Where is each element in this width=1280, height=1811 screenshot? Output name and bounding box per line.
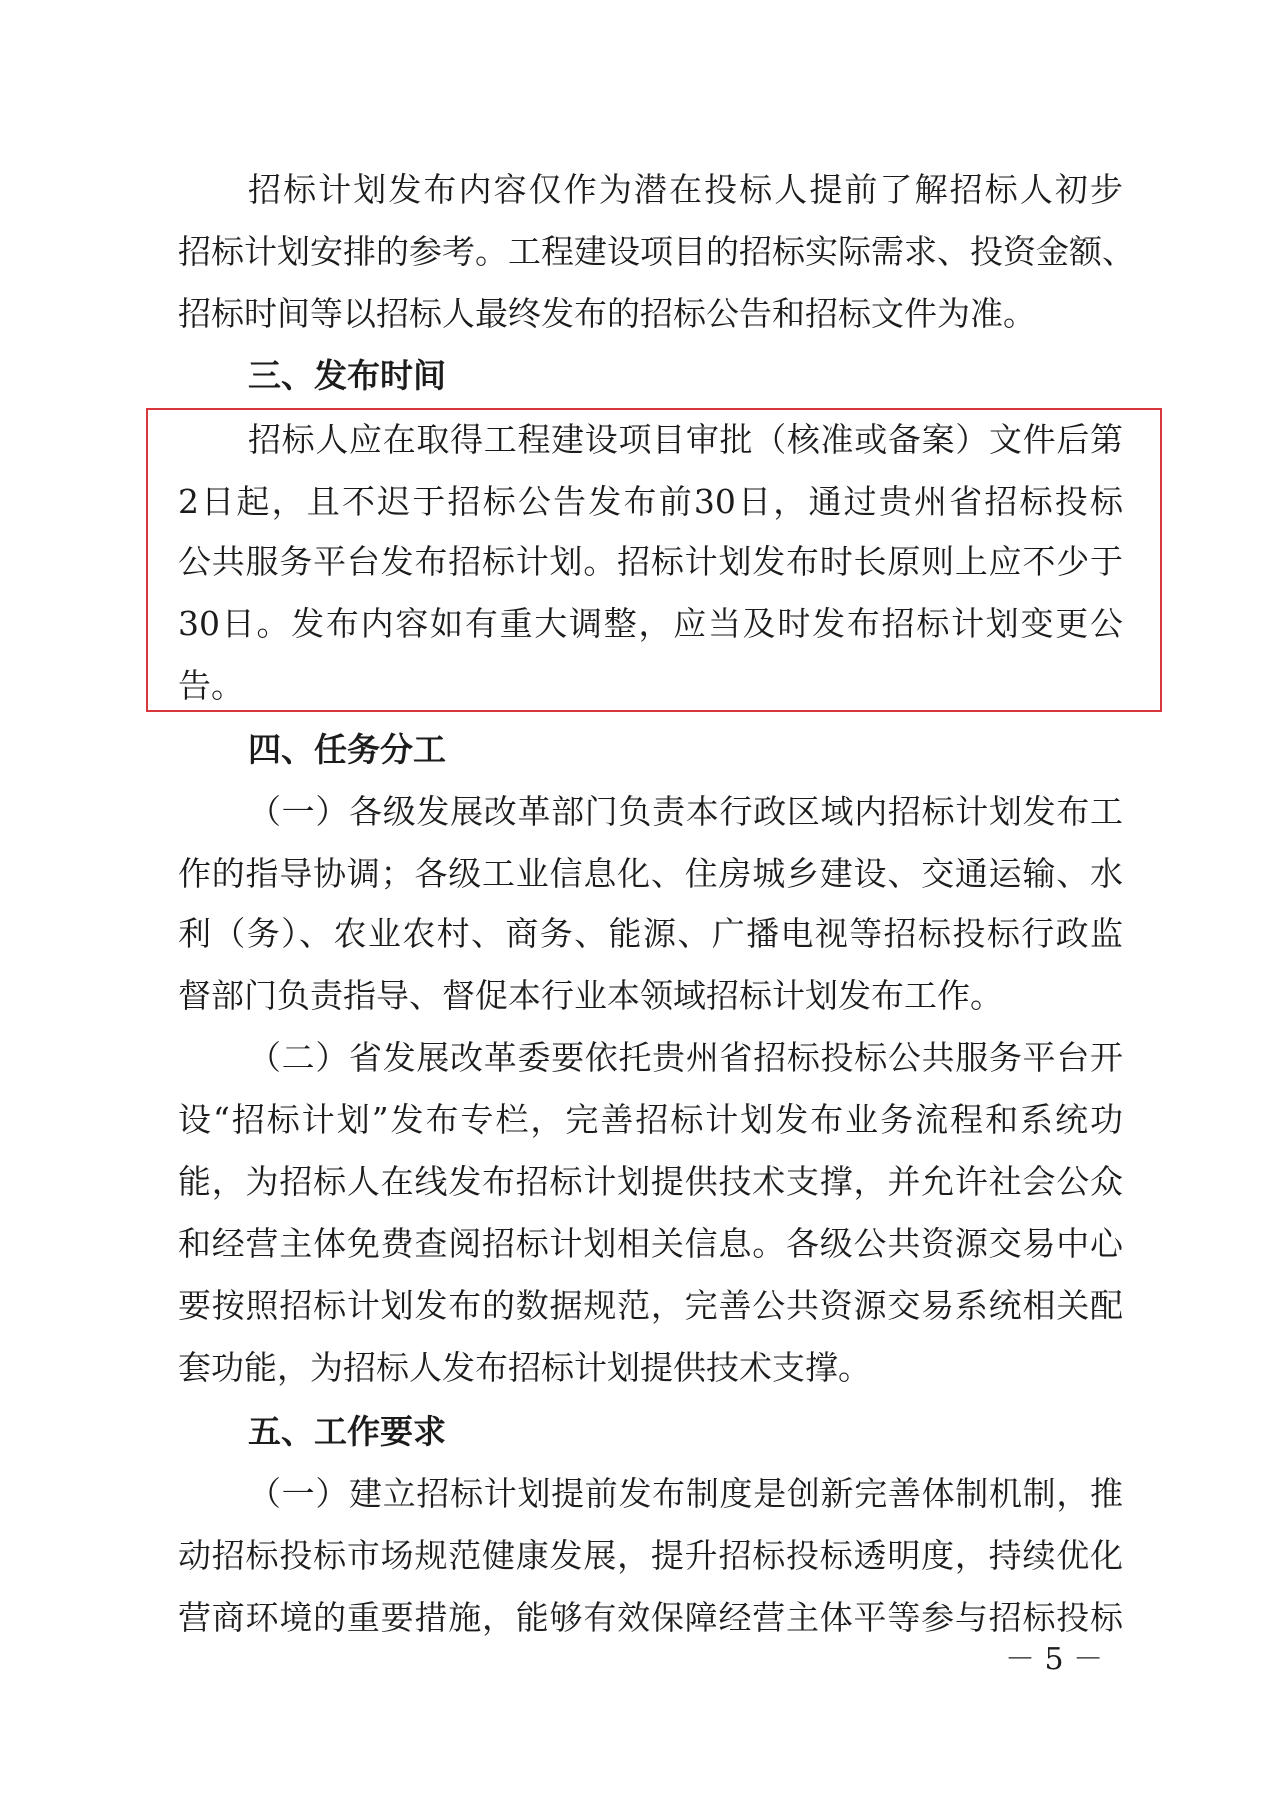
paragraph-line: 2日起，且不迟于招标公告发布前30日，通过贵州省招标投标 — [178, 482, 1123, 521]
paragraph-line: （一）各级发展改革部门负责本行政区域内招标计划发布工 — [248, 792, 1123, 831]
paragraph-line: 招标计划安排的参考。工程建设项目的招标实际需求、投资金额、 — [178, 232, 1135, 271]
paragraph-line: 要按照招标计划发布的数据规范，完善公共资源交易系统相关配 — [178, 1286, 1123, 1325]
paragraph-line: 公共服务平台发布招标计划。招标计划发布时长原则上应不少于 — [178, 542, 1123, 581]
paragraph-line: 招标时间等以招标人最终发布的招标公告和招标文件为准。 — [178, 294, 1036, 333]
paragraph-line: 和经营主体免费查阅招标计划相关信息。各级公共资源交易中心 — [178, 1224, 1123, 1263]
paragraph-line: 作的指导协调；各级工业信息化、住房城乡建设、交通运输、水 — [178, 854, 1123, 893]
paragraph-line: 招标人应在取得工程建设项目审批（核准或备案）文件后第 — [248, 420, 1123, 459]
page-number: － 5 － — [1005, 1642, 1104, 1677]
paragraph-line: 督部门负责指导、督促本行业本领域招标计划发布工作。 — [178, 976, 1003, 1015]
paragraph-line: 30日。发布内容如有重大调整，应当及时发布招标计划变更公 — [178, 604, 1123, 643]
paragraph-line: 告。 — [178, 666, 244, 705]
paragraph-line: 设“招标计划”发布专栏，完善招标计划发布业务流程和系统功 — [178, 1100, 1123, 1139]
section-heading: 五、工作要求 — [248, 1412, 446, 1451]
paragraph-line: 套功能，为招标人发布招标计划提供技术支撑。 — [178, 1348, 871, 1387]
paragraph-line: 营商环境的重要措施，能够有效保障经营主体平等参与招标投标 — [178, 1598, 1123, 1637]
section-heading: 三、发布时间 — [248, 356, 446, 395]
paragraph-line: （一）建立招标计划提前发布制度是创新完善体制机制，推 — [248, 1474, 1123, 1513]
section-heading: 四、任务分工 — [248, 730, 446, 769]
paragraph-line: 招标计划发布内容仅作为潜在投标人提前了解招标人初步 — [248, 170, 1123, 209]
paragraph-line: 动招标投标市场规范健康发展，提升招标投标透明度，持续优化 — [178, 1536, 1123, 1575]
paragraph-line: 能，为招标人在线发布招标计划提供技术支撑，并允许社会公众 — [178, 1162, 1123, 1201]
paragraph-line: 利（务）、农业农村、商务、能源、广播电视等招标投标行政监 — [178, 914, 1123, 953]
paragraph-line: （二）省发展改革委要依托贵州省招标投标公共服务平台开 — [248, 1038, 1123, 1077]
